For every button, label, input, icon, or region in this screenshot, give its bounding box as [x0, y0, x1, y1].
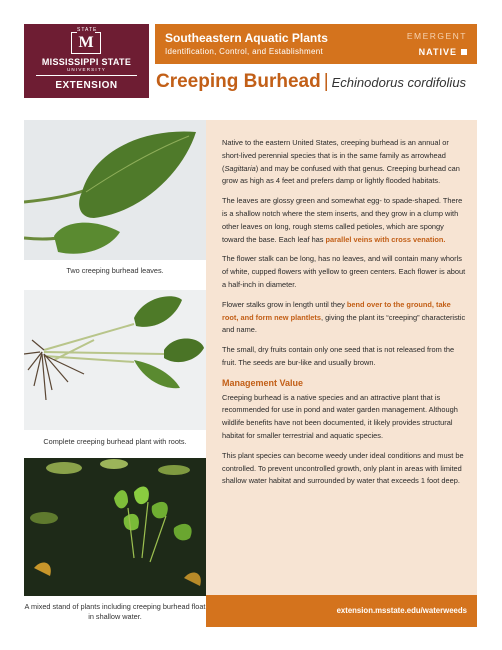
paragraph-leaves: The leaves are glossy green and somewhat egg- to spade-shaped. There is a shallow notch where the stem inserts, and they grow in a clump with other leaves on long, rough stems called petioles, which are spongy toward the base. Each leaf has parallel veins with cross venation. — [222, 196, 463, 244]
university-subtitle: UNIVERSITY — [66, 67, 106, 72]
status-text: NATIVE — [418, 47, 457, 57]
paragraph-stalks: Flower stalks grow in length until they bend over to the ground, take root, and form new plantlets, giving the plant its “creeping” characteristic and name. — [222, 299, 466, 335]
university-name: MISSISSIPPI STATE — [41, 57, 132, 67]
series-title: Southeastern Aquatic Plants — [165, 31, 328, 45]
description-text — [222, 137, 466, 495]
paragraph-control: This plant species can become weedy under ideal conditions and must be controlled. To prevent uncontrolled growth, only plant in areas with limited shallow water habitat and surrounded by water that exceeds 1 foot deep. — [222, 450, 464, 486]
photo-caption-2: Complete creeping burhead plant with roots. — [43, 437, 187, 446]
scientific-name: Echinodorus cordifolius — [331, 75, 467, 90]
page-title — [156, 71, 466, 93]
burhead-stand-in-water-photo — [24, 458, 206, 596]
series-header — [155, 24, 477, 64]
status-square-icon — [461, 49, 467, 55]
msu-extension-logo — [24, 24, 149, 98]
paragraph-origin: Native to the eastern United States, creeping burhead is an annual or short-lived perennial species that is in the same family as arrowhead (Sagittaria) and may be confused with that genus. Creeping burhead can grow as high as 4 feet and prefers damp or lightly flooded habitats. — [222, 138, 460, 186]
paragraph-management: Creeping burhead is a native species and an attractive plant that is recommended for use in pond and water garden management. Although wildlife benefits have not been documented, it likely provides structural habitat for smaller terrestrial and aquatic species. — [222, 392, 458, 440]
extension-label: EXTENSION — [55, 80, 118, 91]
photo-caption-1: Two creeping burhead leaves. — [66, 266, 164, 275]
management-heading: Management Value — [222, 377, 304, 388]
seal-text: STATE — [77, 27, 98, 33]
paragraph-fruits: The small, dry fruits contain only one seed that is not released from the fruit. The seeds are bur-like and usually brown. — [222, 345, 455, 367]
footer-url-link[interactable]: extension.msstate.edu/waterweeds — [336, 606, 467, 615]
series-subtitle: Identification, Control, and Establishment — [165, 47, 324, 56]
footer-bar — [206, 595, 477, 627]
status-badge — [419, 47, 467, 57]
category-label: EMERGENT — [406, 31, 467, 41]
seal-letter: M — [78, 34, 94, 51]
common-name: Creeping Burhead — [156, 71, 321, 92]
title-separator: | — [323, 71, 329, 92]
burhead-leaves-photo — [24, 120, 206, 260]
burhead-whole-plant-photo — [24, 290, 206, 430]
logo-divider — [36, 75, 137, 76]
paragraph-flowers: The flower stalk can be long, has no leaves, and will contain many whorls of white, cupped flowers with yellow to green centers. Each flower is about a half-inch in diameter. — [222, 254, 466, 289]
photo-caption-3: A mixed stand of plants including creeping burhead float in shallow water. — [24, 602, 206, 621]
msu-seal-icon — [71, 27, 101, 54]
